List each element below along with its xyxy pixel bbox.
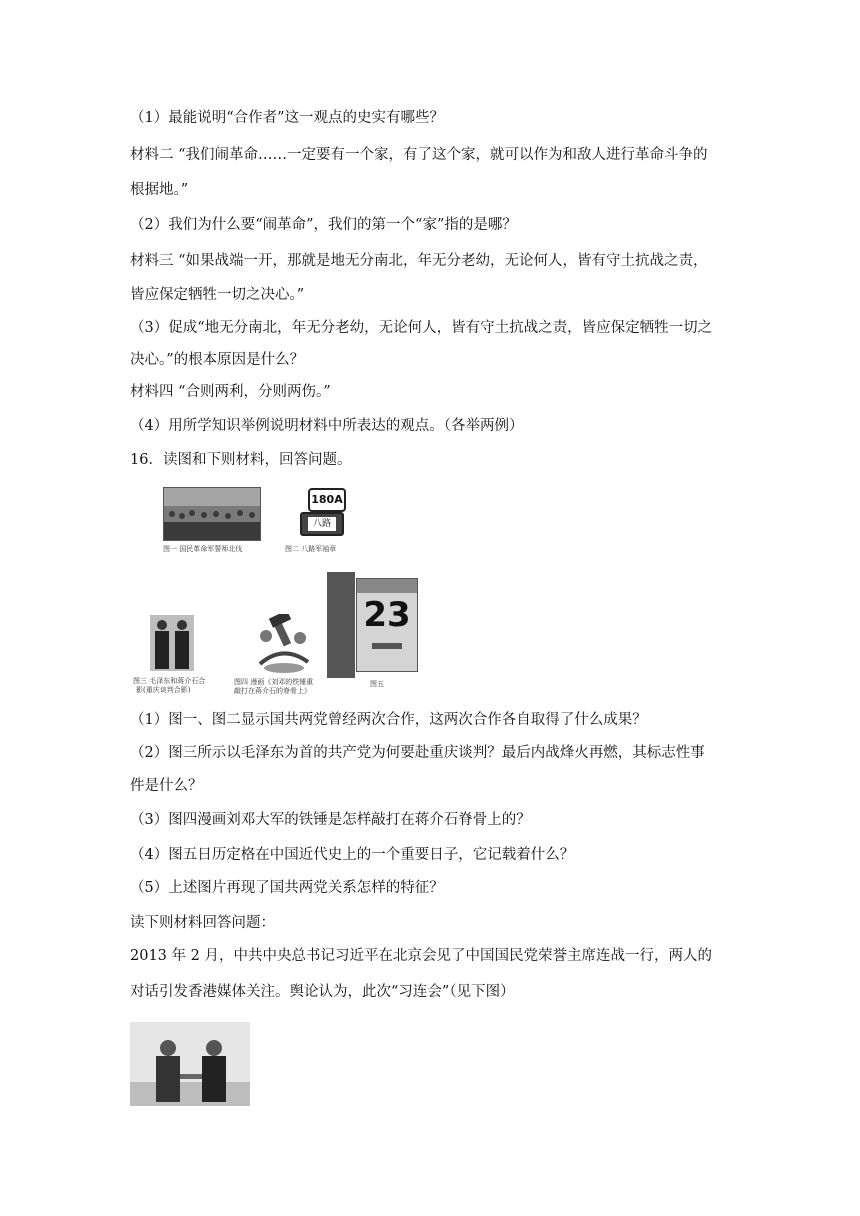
figure-5-calendar xyxy=(356,578,418,672)
question-16-heading: 16．读图和下则材料，回答问题。 xyxy=(130,452,352,468)
text-line: （5）上述图片再现了国共两党关系怎样的特征？ xyxy=(130,880,444,896)
text-line: 读下则材料回答问题： xyxy=(130,915,275,931)
figure-2-image xyxy=(300,488,344,542)
text-line: 件是什么？ xyxy=(130,778,203,794)
figure-1-image xyxy=(163,487,261,541)
figure-5-banner xyxy=(327,572,355,678)
hammer-cartoon-icon xyxy=(248,614,318,676)
figure-4-caption-line-2: 敲打在蒋介石的脊骨上》 xyxy=(234,687,311,695)
text-line: 材料三 “如果战端一开，那就是地无分南北，年无分老幼，无论何人，皆有守土抗战之责， xyxy=(130,253,708,269)
figure-4-caption-line-1: 图四 漫画《刘邓的铁锤重 xyxy=(234,678,314,686)
text-line: 2013 年 2 月，中共中央总书记习近平在北京会见了中国国民党荣誉主席连战一行，两人的 xyxy=(130,948,712,964)
figure-1-caption: 图一 国民革命军誓师北伐 xyxy=(163,545,243,553)
crowd-photo-icon xyxy=(164,488,260,540)
figure-2-caption: 图二 八路军袖章 xyxy=(285,545,337,553)
calendar-day: 23 xyxy=(363,595,411,635)
text-line: （1）最能说明“合作者”这一观点的史实有哪些？ xyxy=(130,110,445,126)
text-line: （1）图一、图二显示国共两党曾经两次合作，这两次合作各自取得了什么成果？ xyxy=(130,712,647,728)
two-people-photo-icon xyxy=(150,615,194,671)
text-line: （2）我们为什么要“闹革命”，我们的第一个“家”指的是哪？ xyxy=(130,217,517,233)
text-line: 皆应保定牺牲一切之决心。” xyxy=(130,287,305,303)
armband-number: 180A xyxy=(308,488,346,512)
text-line: （3）促成“地无分南北，年无分老幼，无论何人，皆有守土抗战之责，皆应保定牺牲一切之 xyxy=(130,320,713,336)
figure-3-caption-line-1: 图三 毛泽东和蒋介石合 xyxy=(133,677,206,685)
text-line: 决心。”的根本原因是什么？ xyxy=(130,352,305,368)
text-line: （4）用所学知识举例说明材料中所表达的观点。（各举两例） xyxy=(130,418,524,434)
figure-5-caption: 图五 xyxy=(370,680,384,688)
figure-3-image xyxy=(150,615,194,671)
text-line: 材料四 “合则两利，分则两伤。” xyxy=(130,384,331,400)
figure-4-image xyxy=(248,614,318,676)
handshake-photo xyxy=(130,1022,250,1106)
text-line: 材料二 “我们闹革命……一定要有一个家，有了这个家，就可以作为和敌人进行革命斗争的 xyxy=(130,147,708,163)
armband-text: 八路 xyxy=(308,517,336,531)
handshake-icon xyxy=(130,1022,250,1106)
figure-3-caption-line-2: 影(重庆谈判合影) xyxy=(136,686,191,694)
text-line: （4）图五日历定格在中国近代史上的一个重要日子，它记载着什么？ xyxy=(130,847,575,863)
text-line: （3）图四漫画刘邓大军的铁锤是怎样敲打在蒋介石脊骨上的？ xyxy=(130,812,531,828)
text-line: 根据地。” xyxy=(130,182,189,198)
text-line: （2）图三所示以毛泽东为首的共产党为何要赴重庆谈判？最后内战烽火再燃，其标志性事 xyxy=(130,745,705,761)
text-line: 对话引发香港媒体关注。舆论认为，此次“习连会”（见下图） xyxy=(130,984,515,1000)
